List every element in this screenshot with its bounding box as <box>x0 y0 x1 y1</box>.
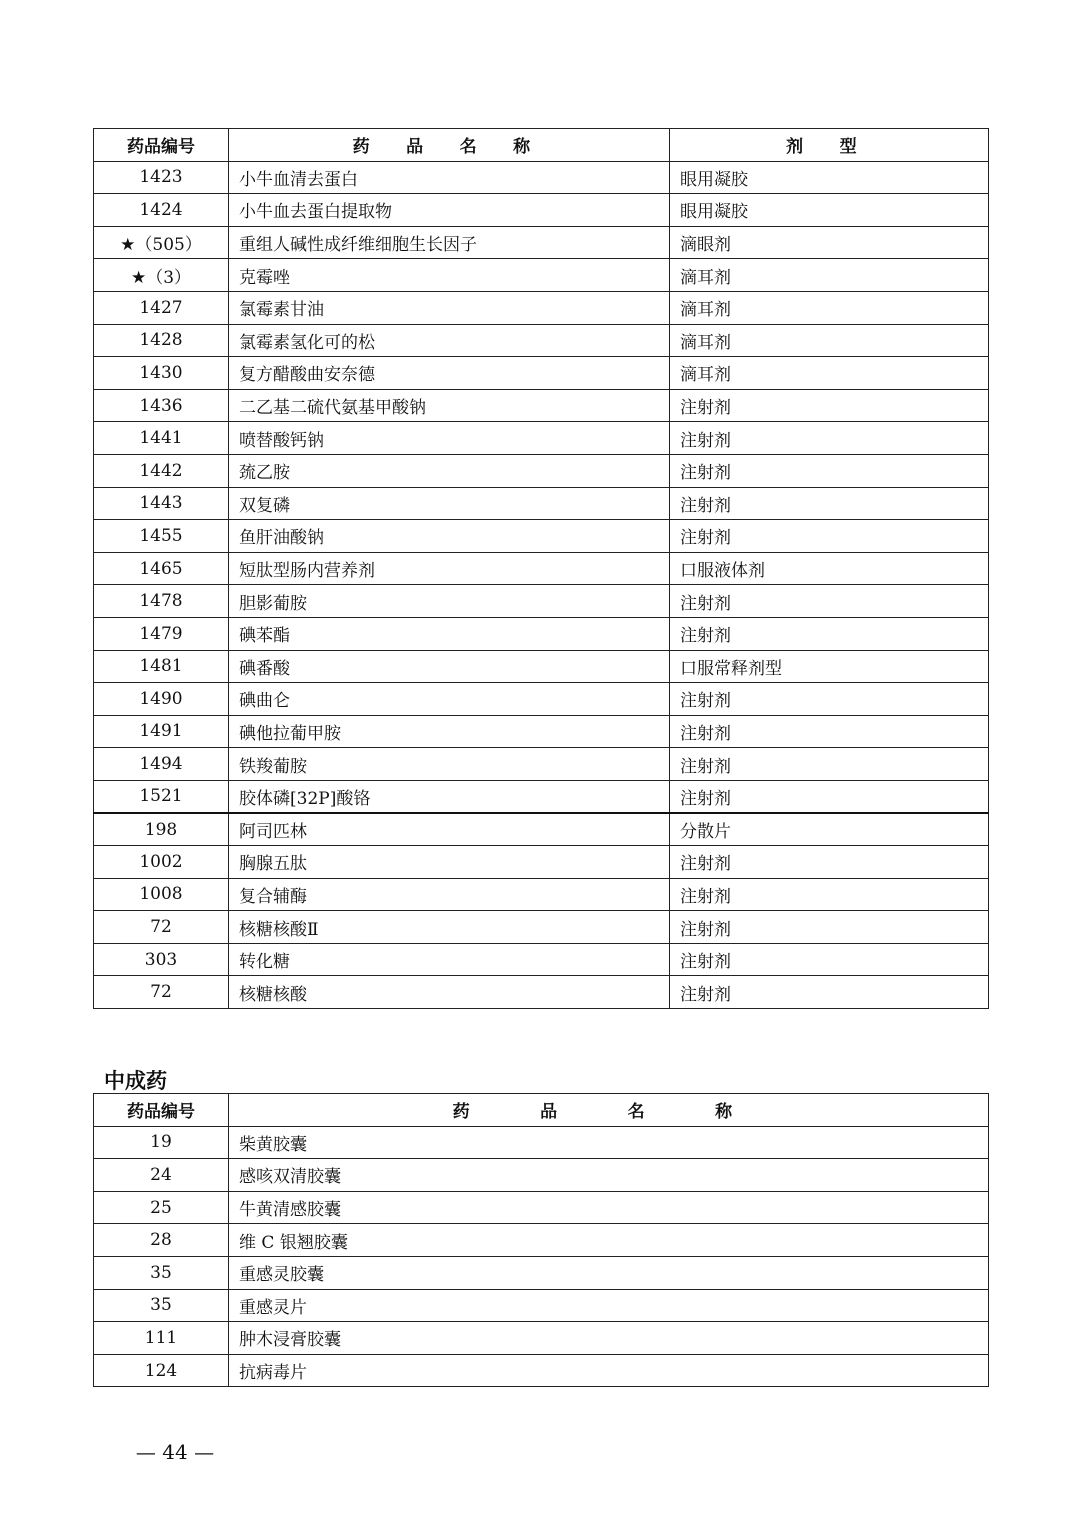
drug-code: 1430 <box>94 357 229 390</box>
drug-name: 肿木浸膏胶囊 <box>229 1322 989 1355</box>
drug-code: 124 <box>94 1354 229 1387</box>
dosage-form: 注射剂 <box>670 878 989 911</box>
drug-code: 25 <box>94 1191 229 1224</box>
drug-name: 短肽型肠内营养剂 <box>229 552 670 585</box>
table-row <box>94 813 989 846</box>
drug-code: 1427 <box>94 291 229 324</box>
drug-code: ★（3） <box>94 259 229 292</box>
dosage-form: 注射剂 <box>670 911 989 944</box>
drug-code: 1436 <box>94 389 229 422</box>
dosage-form: 分散片 <box>670 813 989 846</box>
table-row <box>94 1354 989 1387</box>
page-number: — 44 — <box>135 1440 215 1464</box>
drug-name: 克霉唑 <box>229 259 670 292</box>
table-row <box>94 650 989 683</box>
drug-code: 35 <box>94 1289 229 1322</box>
drug-code: 198 <box>94 813 229 846</box>
dosage-form: 滴耳剂 <box>670 291 989 324</box>
table-row <box>94 552 989 585</box>
table-row <box>94 520 989 553</box>
table-row <box>94 1191 989 1224</box>
table-row <box>94 683 989 716</box>
section-title: 中成药 <box>104 1069 167 1093</box>
dosage-form: 注射剂 <box>670 846 989 879</box>
dosage-form: 滴耳剂 <box>670 357 989 390</box>
drug-name: 核糖核酸Ⅱ <box>229 911 670 944</box>
drug-name: 小牛血清去蛋白 <box>229 161 670 194</box>
drug-code: 19 <box>94 1126 229 1159</box>
header-drug-code: 药品编号 <box>94 129 229 162</box>
table-row <box>94 454 989 487</box>
header-drug-name: 药 品 名 称 <box>229 1094 989 1127</box>
drug-name: 胸腺五肽 <box>229 846 670 879</box>
table-row <box>94 357 989 390</box>
drug-code: 1443 <box>94 487 229 520</box>
drug-code: 1491 <box>94 715 229 748</box>
table-header-row <box>94 1094 989 1127</box>
drug-code: 1424 <box>94 194 229 227</box>
dosage-form: 滴耳剂 <box>670 259 989 292</box>
drug-name: 喷替酸钙钠 <box>229 422 670 455</box>
drug-code: 1465 <box>94 552 229 585</box>
drug-code: 35 <box>94 1256 229 1289</box>
dosage-form: 注射剂 <box>670 520 989 553</box>
table-row <box>94 878 989 911</box>
drug-name: 抗病毒片 <box>229 1354 989 1387</box>
drug-code: ★（505） <box>94 226 229 259</box>
drug-name: 复方醋酸曲安奈德 <box>229 357 670 390</box>
table-row <box>94 585 989 618</box>
dosage-form: 口服液体剂 <box>670 552 989 585</box>
table-row <box>94 194 989 227</box>
table-row <box>94 1256 989 1289</box>
drug-name: 碘曲仑 <box>229 683 670 716</box>
drug-name: 小牛血去蛋白提取物 <box>229 194 670 227</box>
drug-code: 1002 <box>94 846 229 879</box>
drug-name: 氯霉素氢化可的松 <box>229 324 670 357</box>
table-row <box>94 1224 989 1257</box>
dosage-form: 眼用凝胶 <box>670 161 989 194</box>
drug-code: 1423 <box>94 161 229 194</box>
drug-code: 1494 <box>94 748 229 781</box>
drug-code: 1455 <box>94 520 229 553</box>
drug-name: 碘他拉葡甲胺 <box>229 715 670 748</box>
table-header-row <box>94 129 989 162</box>
table-row <box>94 748 989 781</box>
dosage-form: 注射剂 <box>670 585 989 618</box>
table-row <box>94 846 989 879</box>
dosage-form: 滴眼剂 <box>670 226 989 259</box>
table-row <box>94 780 989 813</box>
drug-code: 1521 <box>94 780 229 813</box>
drug-code: 1428 <box>94 324 229 357</box>
table-row <box>94 617 989 650</box>
table-row <box>94 161 989 194</box>
drug-code: 72 <box>94 911 229 944</box>
western-medicine-table <box>93 128 989 1009</box>
drug-code: 72 <box>94 976 229 1009</box>
drug-code: 28 <box>94 1224 229 1257</box>
drug-name: 柴黄胶囊 <box>229 1126 989 1159</box>
drug-name: 重感灵胶囊 <box>229 1256 989 1289</box>
table-row <box>94 487 989 520</box>
drug-code: 1441 <box>94 422 229 455</box>
drug-code: 24 <box>94 1159 229 1192</box>
drug-name: 胶体磷[32P]酸铬 <box>229 780 670 813</box>
table-row <box>94 226 989 259</box>
dosage-form: 注射剂 <box>670 976 989 1009</box>
table-row <box>94 259 989 292</box>
drug-code: 1478 <box>94 585 229 618</box>
drug-name: 维 C 银翘胶囊 <box>229 1224 989 1257</box>
drug-name: 重感灵片 <box>229 1289 989 1322</box>
dosage-form: 眼用凝胶 <box>670 194 989 227</box>
drug-name: 重组人碱性成纤维细胞生长因子 <box>229 226 670 259</box>
drug-code: 111 <box>94 1322 229 1355</box>
table-row <box>94 324 989 357</box>
drug-name: 双复磷 <box>229 487 670 520</box>
dosage-form: 滴耳剂 <box>670 324 989 357</box>
table-row <box>94 389 989 422</box>
dosage-form: 注射剂 <box>670 454 989 487</box>
drug-name: 复合辅酶 <box>229 878 670 911</box>
table-row <box>94 291 989 324</box>
drug-name: 碘苯酯 <box>229 617 670 650</box>
drug-name: 感咳双清胶囊 <box>229 1159 989 1192</box>
table-row <box>94 911 989 944</box>
chinese-patent-medicine-table <box>93 1093 989 1387</box>
drug-code: 303 <box>94 943 229 976</box>
header-drug-name: 药 品 名 称 <box>229 129 670 162</box>
dosage-form: 注射剂 <box>670 715 989 748</box>
drug-name: 氯霉素甘油 <box>229 291 670 324</box>
drug-code: 1008 <box>94 878 229 911</box>
dosage-form: 注射剂 <box>670 748 989 781</box>
dosage-form: 口服常释剂型 <box>670 650 989 683</box>
table-row <box>94 976 989 1009</box>
drug-name: 碘番酸 <box>229 650 670 683</box>
drug-name: 牛黄清感胶囊 <box>229 1191 989 1224</box>
header-dosage-form: 剂 型 <box>670 129 989 162</box>
table-row <box>94 715 989 748</box>
drug-name: 胆影葡胺 <box>229 585 670 618</box>
dosage-form: 注射剂 <box>670 389 989 422</box>
dosage-form: 注射剂 <box>670 617 989 650</box>
drug-name: 阿司匹林 <box>229 813 670 846</box>
table-row <box>94 1126 989 1159</box>
drug-code: 1479 <box>94 617 229 650</box>
table-row <box>94 943 989 976</box>
drug-name: 二乙基二硫代氨基甲酸钠 <box>229 389 670 422</box>
dosage-form: 注射剂 <box>670 943 989 976</box>
drug-code: 1442 <box>94 454 229 487</box>
table-row <box>94 1289 989 1322</box>
drug-code: 1490 <box>94 683 229 716</box>
dosage-form: 注射剂 <box>670 487 989 520</box>
drug-name: 核糖核酸 <box>229 976 670 1009</box>
dosage-form: 注射剂 <box>670 422 989 455</box>
drug-name: 鱼肝油酸钠 <box>229 520 670 553</box>
table-row <box>94 422 989 455</box>
drug-name: 巯乙胺 <box>229 454 670 487</box>
dosage-form: 注射剂 <box>670 780 989 813</box>
table-row <box>94 1322 989 1355</box>
drug-name: 转化糖 <box>229 943 670 976</box>
drug-code: 1481 <box>94 650 229 683</box>
dosage-form: 注射剂 <box>670 683 989 716</box>
header-drug-code: 药品编号 <box>94 1094 229 1127</box>
table-row <box>94 1159 989 1192</box>
drug-name: 铁羧葡胺 <box>229 748 670 781</box>
